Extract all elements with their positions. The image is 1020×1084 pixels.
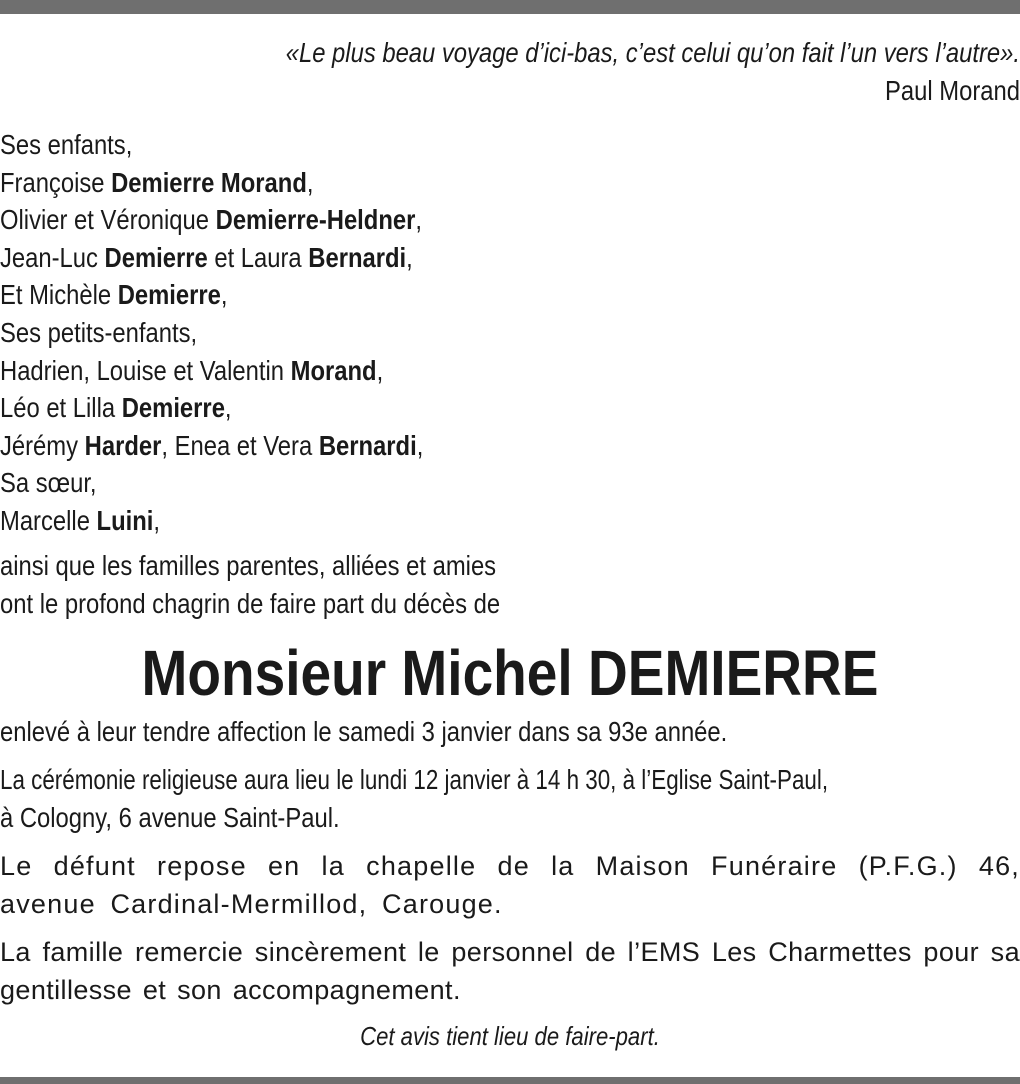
family-line	[0, 464, 867, 502]
family-text: Jean-Luc	[0, 241, 105, 273]
family-line	[0, 276, 867, 314]
epigraph-author: Paul Morand	[885, 75, 1020, 106]
family-line	[0, 314, 867, 352]
family-surname: Bernardi	[318, 429, 417, 461]
family-line	[0, 239, 867, 277]
obituary-notice	[0, 34, 1020, 1055]
family-surname: Luini	[96, 504, 154, 536]
death-notice: enlevé à leur tendre affection le samedi 3 janvier dans sa 93e année.	[0, 715, 728, 747]
family-list	[0, 126, 1020, 540]
family-text: Jérémy	[0, 429, 85, 461]
thanks-note: La famille remercie sincèrement le personnel de l’EMS Les Charmettes pour sa gentillesse et son accompagnement.	[0, 936, 1020, 1005]
family-text: ,	[416, 429, 424, 461]
announcement-intro	[0, 547, 1020, 623]
family-line	[0, 427, 867, 465]
family-text: Olivier et Véronique	[0, 204, 216, 236]
deceased-name: Monsieur Michel DEMIERRE	[141, 636, 879, 709]
family-text: Marcelle	[0, 504, 97, 536]
family-text: Léo et Lilla	[0, 392, 122, 424]
bottom-rule	[0, 1077, 1020, 1084]
family-line	[0, 126, 867, 164]
ceremony-info	[0, 761, 1020, 837]
family-text: ,	[306, 166, 314, 198]
family-text: Françoise	[0, 166, 112, 198]
epigraph-quote: «Le plus beau voyage d’ici-bas, c’est celui qu’on fait l’un vers l’autre».	[285, 37, 1020, 68]
family-line	[0, 164, 867, 202]
family-text: ,	[415, 204, 422, 236]
family-text: Sa sœur,	[0, 467, 97, 499]
family-surname: Demierre	[117, 279, 221, 311]
family-surname: Demierre	[104, 241, 208, 273]
ceremony-line-2: à Cologny, 6 avenue Saint-Paul.	[0, 801, 340, 833]
family-line	[0, 502, 867, 540]
family-text: ,	[220, 279, 228, 311]
family-text: Ses petits-enfants,	[0, 316, 198, 348]
family-text: ,	[376, 354, 384, 386]
family-text: ,	[406, 241, 413, 273]
family-line	[0, 201, 867, 239]
top-rule	[0, 0, 1020, 14]
family-surname: Harder	[84, 429, 162, 461]
footer-note: Cet avis tient lieu de faire-part.	[360, 1020, 660, 1051]
intro-line-2: ont le profond chagrin de faire part du décès de	[0, 587, 501, 619]
family-text: et Laura	[207, 241, 309, 273]
family-surname: Demierre	[121, 392, 225, 424]
family-text: , Enea et Vera	[161, 429, 319, 461]
ceremony-line-1: La cérémonie religieuse aura lieu le lundi 12 janvier à 14 h 30, à l’Eglise Saint-Paul,	[0, 763, 829, 795]
family-surname: Demierre-Heldner	[215, 204, 416, 236]
family-text: Hadrien, Louise et Valentin	[0, 354, 291, 386]
family-line	[0, 352, 867, 390]
family-text: ,	[153, 504, 161, 536]
family-line	[0, 389, 867, 427]
family-surname: Morand	[290, 354, 377, 386]
family-surname: Demierre Morand	[111, 166, 307, 198]
family-text: ,	[224, 392, 232, 424]
family-surname: Bernardi	[308, 241, 407, 273]
chapel-info: Le défunt repose en la chapelle de la Maison Funéraire (P.F.G.) 46, avenue Cardinal-Mermillod, Carouge.	[0, 850, 1020, 919]
family-text: Ses enfants,	[0, 129, 133, 160]
family-text: Et Michèle	[0, 279, 118, 311]
intro-line-1: ainsi que les familles parentes, alliées et amies	[0, 549, 497, 581]
